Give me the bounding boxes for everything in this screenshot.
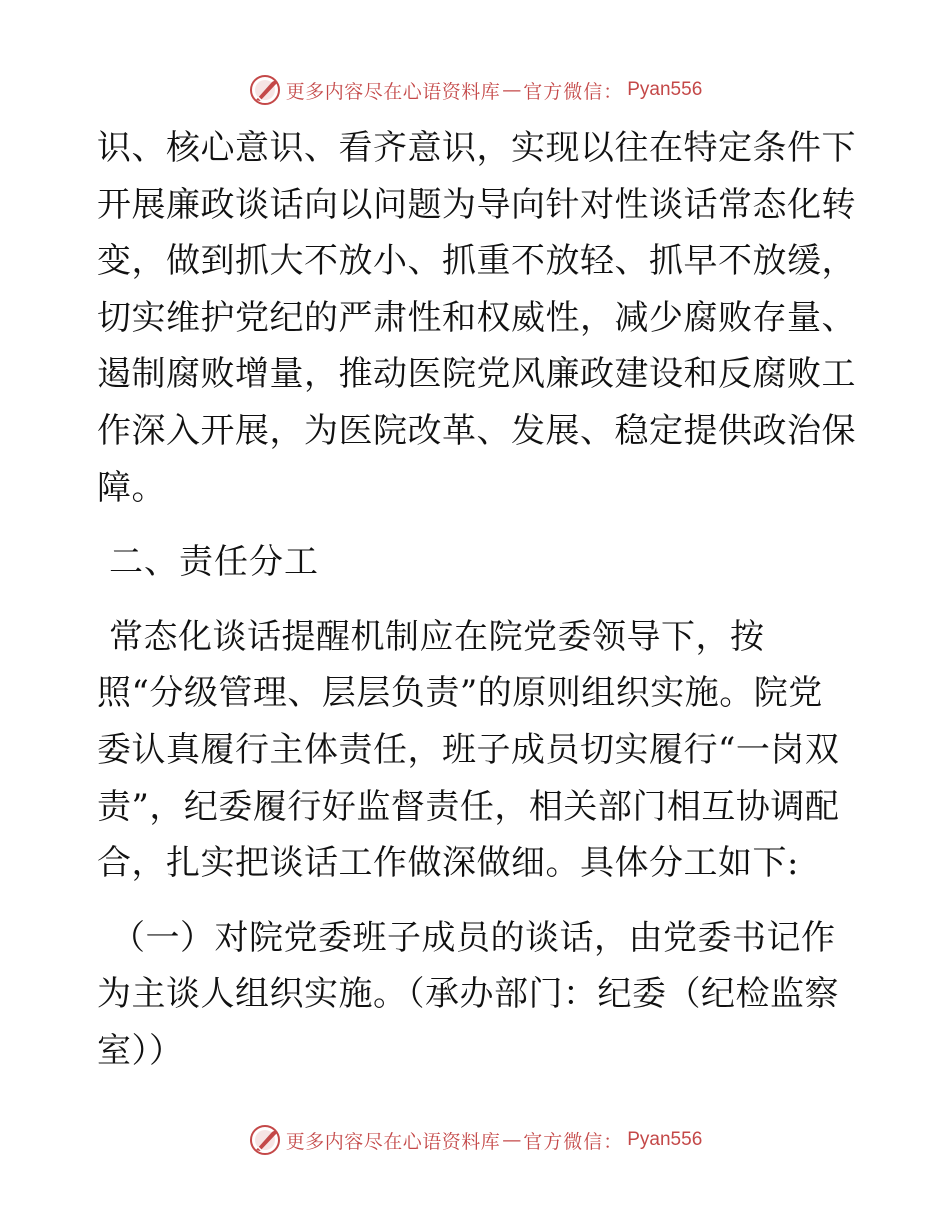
paragraph-3 [97, 910, 857, 1080]
paragraph-1-line: 开展廉政谈话向以问题为导向针对性谈话常态化转 [97, 184, 856, 225]
section-heading-responsibilities: 二、责任分工 [109, 542, 319, 583]
paragraph-2-line: 常态化谈话提醒机制应在院党委领导下，按 [109, 616, 765, 657]
banner-wechat-label: 官方微信： [523, 1130, 624, 1153]
paragraph-1 [97, 120, 857, 516]
banner-main-text: 更多内容尽在心语资料库 [285, 80, 501, 103]
paragraph-3-line: 室）） [97, 1030, 184, 1071]
banner-dash: — [502, 79, 522, 101]
paragraph-1-line: 遏制腐败增量，推动医院党风廉政建设和反腐败工 [97, 354, 856, 395]
banner-wechat-id: Pyan556 [627, 1129, 703, 1150]
banner-dash: — [502, 1129, 522, 1151]
quill-pen-logo-icon [248, 73, 282, 107]
document-body [97, 120, 857, 1080]
paragraph-1-line: 变，做到抓大不放小、抓重不放轻、抓早不放缓， [97, 241, 856, 282]
quill-pen-logo-icon [248, 1123, 282, 1157]
paragraph-1-line: 切实维护党纪的严肃性和权威性，减少腐败存量、 [97, 297, 856, 338]
paragraph-1-line: 障。 [97, 467, 166, 508]
paragraph-2-line: 委认真履行主体责任，班子成员切实履行“一岗双 [97, 729, 840, 770]
paragraph-3-line: 为主谈人组织实施。（承办部门：纪委（纪检监察 [97, 974, 839, 1015]
header-banner [0, 70, 950, 110]
footer-banner [0, 1120, 950, 1160]
paragraph-2-line: 责”，纪委履行好监督责任，相关部门相互协调配 [97, 786, 840, 827]
paragraph-2-line: 照“分级管理、层层负责”的原则组织实施。院党 [97, 673, 823, 714]
paragraph-1-line: 作深入开展，为医院改革、发展、稳定提供政治保 [97, 410, 856, 451]
banner-main-text: 更多内容尽在心语资料库 [285, 1130, 501, 1153]
banner-wechat-id: Pyan556 [627, 79, 703, 100]
paragraph-2-line: 合，扎实把谈话工作做深做细。具体分工如下: [97, 843, 799, 884]
paragraph-1-line: 识、核心意识、看齐意识，实现以往在特定条件下 [97, 128, 856, 168]
paragraph-3-line: （一）对院党委班子成员的谈话，由党委书记作 [111, 917, 836, 958]
paragraph-2 [97, 609, 857, 892]
banner-wechat-label: 官方微信： [523, 80, 624, 103]
